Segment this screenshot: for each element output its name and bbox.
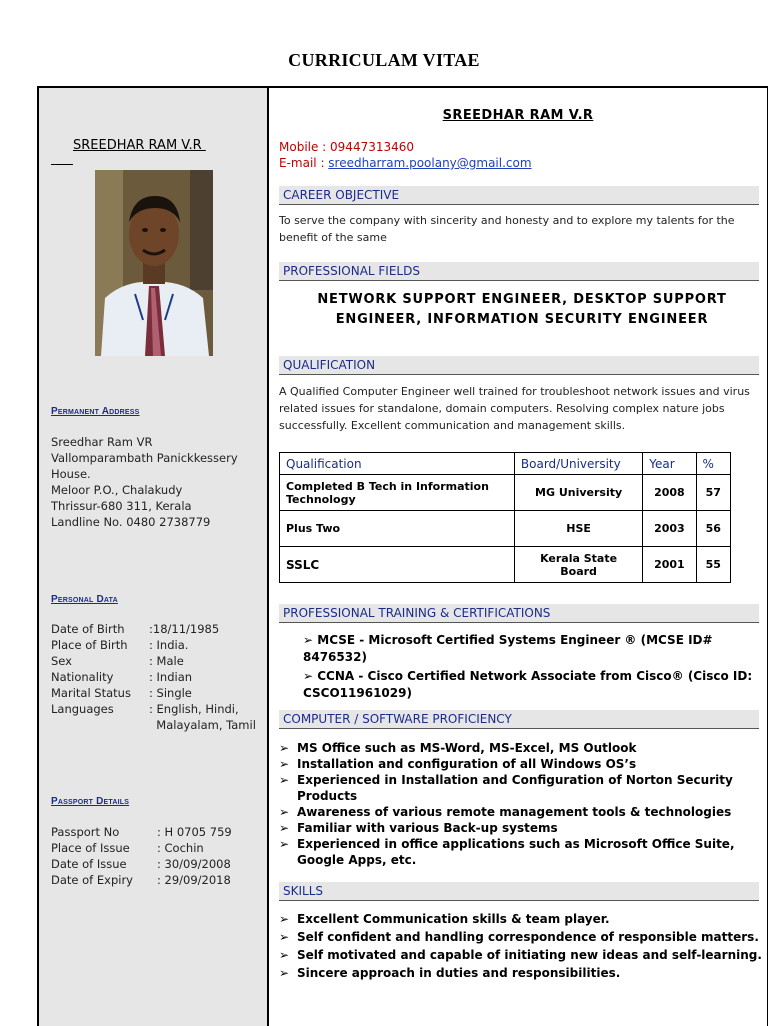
profile-photo [95, 170, 213, 356]
list-item: ➢ Sincere approach in duties and responsibilities. [279, 966, 621, 980]
professional-fields-text: NETWORK SUPPORT ENGINEER, DESKTOP SUPPORT ENGINEER, INFORMATION SECURITY ENGINEER [317, 292, 727, 327]
table-cell: HSE [514, 511, 642, 547]
list-item: ➢ Experienced in Installation and Configuration of Norton Security Products [279, 773, 733, 803]
list-item: ➢ Familiar with various Back-up systems [279, 821, 558, 835]
personal-data [51, 621, 256, 733]
table-cell: Completed B Tech in Information Technology [280, 475, 515, 511]
table-cell: 56 [696, 511, 730, 547]
personal-row: Marital Status : Single [51, 686, 192, 700]
career-objective-heading: CAREER OBJECTIVE [279, 186, 759, 205]
address-line: Vallomparambath Panickkessery [51, 451, 238, 465]
personal-data-heading: Personal Data [51, 594, 118, 605]
bullet-arrow-icon: ➢ [279, 966, 290, 980]
email-label: E-mail : [279, 156, 329, 170]
table-cell: 2003 [643, 511, 696, 547]
bullet-arrow-icon: ➢ [279, 948, 290, 962]
passport-row: Passport No : H 0705 759 [51, 825, 232, 839]
personal-row: Sex : Male [51, 654, 184, 668]
table-cell: 2008 [643, 475, 696, 511]
passport-row: Place of Issue : Cochin [51, 841, 204, 855]
bullet-arrow-icon: ➢ [279, 805, 290, 819]
mobile-line: Mobile : 09447313460 [279, 140, 415, 154]
header-cell: Qualification [280, 453, 515, 475]
address-line: House. [51, 467, 91, 481]
list-item: ➢ Excellent Communication skills & team player. [279, 912, 610, 926]
table-row [280, 511, 731, 547]
document-title: CURRICULAM VITAE [288, 50, 480, 70]
professional-fields-heading: PROFESSIONAL FIELDS [279, 262, 759, 281]
passport-row: Date of Issue : 30/09/2008 [51, 857, 231, 871]
profile-photo-icon [95, 170, 213, 356]
list-item: ➢ CCNA - Cisco Certified Network Associate from Cisco® (Cisco ID: CSCO11961029) [303, 669, 753, 700]
bullet-arrow-icon: ➢ [279, 757, 290, 771]
bullet-arrow-icon: ➢ [303, 669, 314, 683]
skills-list [279, 910, 765, 982]
table-cell: Plus Two [280, 511, 515, 547]
right-column [269, 88, 767, 1026]
personal-row: Nationality : Indian [51, 670, 193, 684]
list-item: ➢ MS Office such as MS-Word, MS-Excel, MS Outlook [279, 741, 637, 755]
email-link[interactable]: sreedharram.poolany@gmail.com [328, 156, 532, 170]
table-row [280, 547, 731, 583]
skills-heading: SKILLS [279, 882, 759, 901]
list-item: ➢ Awareness of various remote management tools & technologies [279, 805, 732, 819]
personal-row: Date of Birth :18/11/1985 [51, 622, 220, 636]
bullet-arrow-icon: ➢ [303, 633, 314, 647]
list-item: ➢ Installation and configuration of all Windows OS’s [279, 757, 637, 771]
passport-row: Date of Expiry : 29/09/2018 [51, 873, 231, 887]
permanent-address [51, 434, 238, 530]
list-item: ➢ Self motivated and capable of initiating new ideas and self-learning. [279, 948, 762, 962]
personal-row: Languages : English, Hindi, [51, 702, 239, 716]
address-line: Thrissur-680 311, Kerala [51, 499, 192, 513]
header-cell: % [696, 453, 730, 475]
qualification-text: A Qualified Computer Engineer well trained for troubleshoot network issues and virus related issues for standalone, domain computers. Resolving complex nature jobs successfully. Excellent communication and management skills. [279, 385, 750, 432]
right-name: SREEDHAR RAM V.R [442, 108, 594, 123]
training-heading: PROFESSIONAL TRAINING & CERTIFICATIONS [279, 604, 759, 623]
qualification-heading: QUALIFICATION [279, 356, 759, 375]
address-line: Landline No. 0480 2738779 [51, 515, 211, 529]
list-item: ➢ Self confident and handling correspondence of responsible matters. [279, 930, 759, 944]
bullet-arrow-icon: ➢ [279, 773, 290, 787]
career-objective-text: To serve the company with sincerity and honesty and to explore my talents for the benefit of the same [279, 214, 735, 244]
table-cell: 57 [696, 475, 730, 511]
table-cell: Kerala State Board [514, 547, 642, 583]
software-list [279, 740, 765, 868]
list-item: ➢ MCSE - Microsoft Certified Systems Engineer ® (MCSE ID# 8476532) [303, 633, 713, 664]
table-cell: 2001 [643, 547, 696, 583]
table-cell: MG University [514, 475, 642, 511]
certification-list [303, 632, 759, 702]
header-cell: Year [643, 453, 696, 475]
table-cell: 55 [696, 547, 730, 583]
bullet-arrow-icon: ➢ [279, 930, 290, 944]
table-row [280, 475, 731, 511]
personal-row: Malayalam, Tamil [149, 718, 256, 732]
bullet-arrow-icon: ➢ [279, 821, 290, 835]
personal-row: Place of Birth : India. [51, 638, 189, 652]
left-column [39, 88, 269, 1026]
address-line: Sreedhar Ram VR [51, 435, 153, 449]
table-cell: SSLC [280, 547, 515, 583]
permanent-address-heading: Permanent Address [51, 406, 140, 417]
email-line [279, 156, 532, 170]
address-line: Meloor P.O., Chalakudy [51, 483, 183, 497]
bullet-arrow-icon: ➢ [279, 837, 290, 851]
left-name: SREEDHAR RAM V.R [73, 138, 206, 153]
software-heading: COMPUTER / SOFTWARE PROFICIENCY [279, 710, 759, 729]
passport-details [51, 824, 232, 888]
list-item: ➢ Experienced in office applications such as Microsoft Office Suite, Google Apps, etc. [279, 837, 735, 867]
passport-details-heading: Passport Details [51, 796, 130, 807]
table-header-row [280, 453, 731, 475]
bullet-arrow-icon: ➢ [279, 912, 290, 926]
header-cell: Board/University [514, 453, 642, 475]
bullet-arrow-icon: ➢ [279, 741, 290, 755]
cv-frame [37, 86, 768, 1026]
qualification-table [279, 452, 731, 583]
name-underline [51, 164, 73, 165]
